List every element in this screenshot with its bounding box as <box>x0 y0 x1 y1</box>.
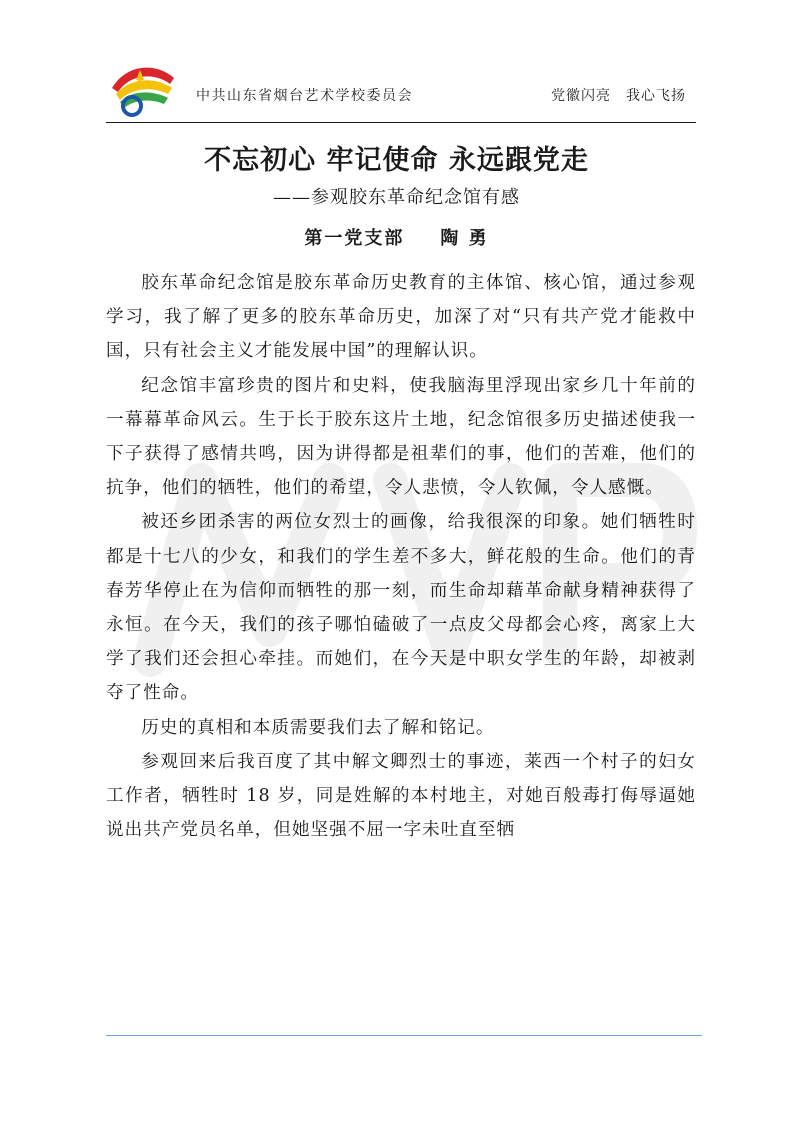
article-body <box>106 266 696 847</box>
footer-divider <box>106 1035 702 1036</box>
article-author <box>0 224 793 250</box>
paragraph: 被还乡团杀害的两位女烈士的画像，给我很深的印象。她们牺牲时都是十七八的少女，和我们的学生差不多大，鲜花般的生命。他们的青春芳华停止在为信仰而牺牲的那一刻，而生命却藉革命献身精神获得了永恒。在今天，我们的孩子哪怕磕破了一点皮父母都会心疼，离家上大学了我们还会担心牵挂。而她们，在今天是中职女学生的年龄，却被剥夺了性命。 <box>106 512 696 704</box>
paragraph: 参观回来后我百度了其中解文卿烈士的事迹，莱西一个村子的妇女工作者，牺牲时 18 岁，同是姓解的本村地主，对她百般毒打侮辱逼她说出共产党员名单，但她坚强不屈一字未吐直至牺 <box>106 751 696 841</box>
page-header <box>106 55 696 123</box>
article-title: 不忘初心 牢记使命 永远跟党走 <box>204 145 589 176</box>
paragraph: 历史的真相和本质需要我们去了解和铭记。 <box>141 717 495 738</box>
article-subtitle: ——参观胶东革命纪念馆有感 <box>273 187 520 208</box>
header-slogan: 党徽闪亮 我心飞扬 <box>551 88 686 104</box>
party-logo <box>106 58 178 118</box>
paragraph: 胶东革命纪念馆是胶东革命历史教育的主体馆、核心馆，通过参观学习，我了解了更多的胶东革命历史，加深了对“只有共产党才能救中国，只有社会主义才能发展中国”的理解认识。 <box>106 273 696 362</box>
organization-name: 中共山东省烟台艺术学校委员会 <box>196 88 413 104</box>
author-name: 陶 勇 <box>440 228 489 249</box>
author-branch: 第一党支部 <box>304 228 405 249</box>
paragraph: 纪念馆丰富珍贵的图片和史料，使我脑海里浮现出家乡几十年前的一幕幕革命风云。生于长于胶东这片土地，纪念馆很多历史描述使我一下子获得了感情共鸣，因为讲得都是祖辈们的事，他们的苦难，他们的抗争，他们的牺牲，他们的希望，令人悲愤，令人钦佩，令人感慨。 <box>106 375 696 499</box>
header-divider <box>106 122 696 123</box>
